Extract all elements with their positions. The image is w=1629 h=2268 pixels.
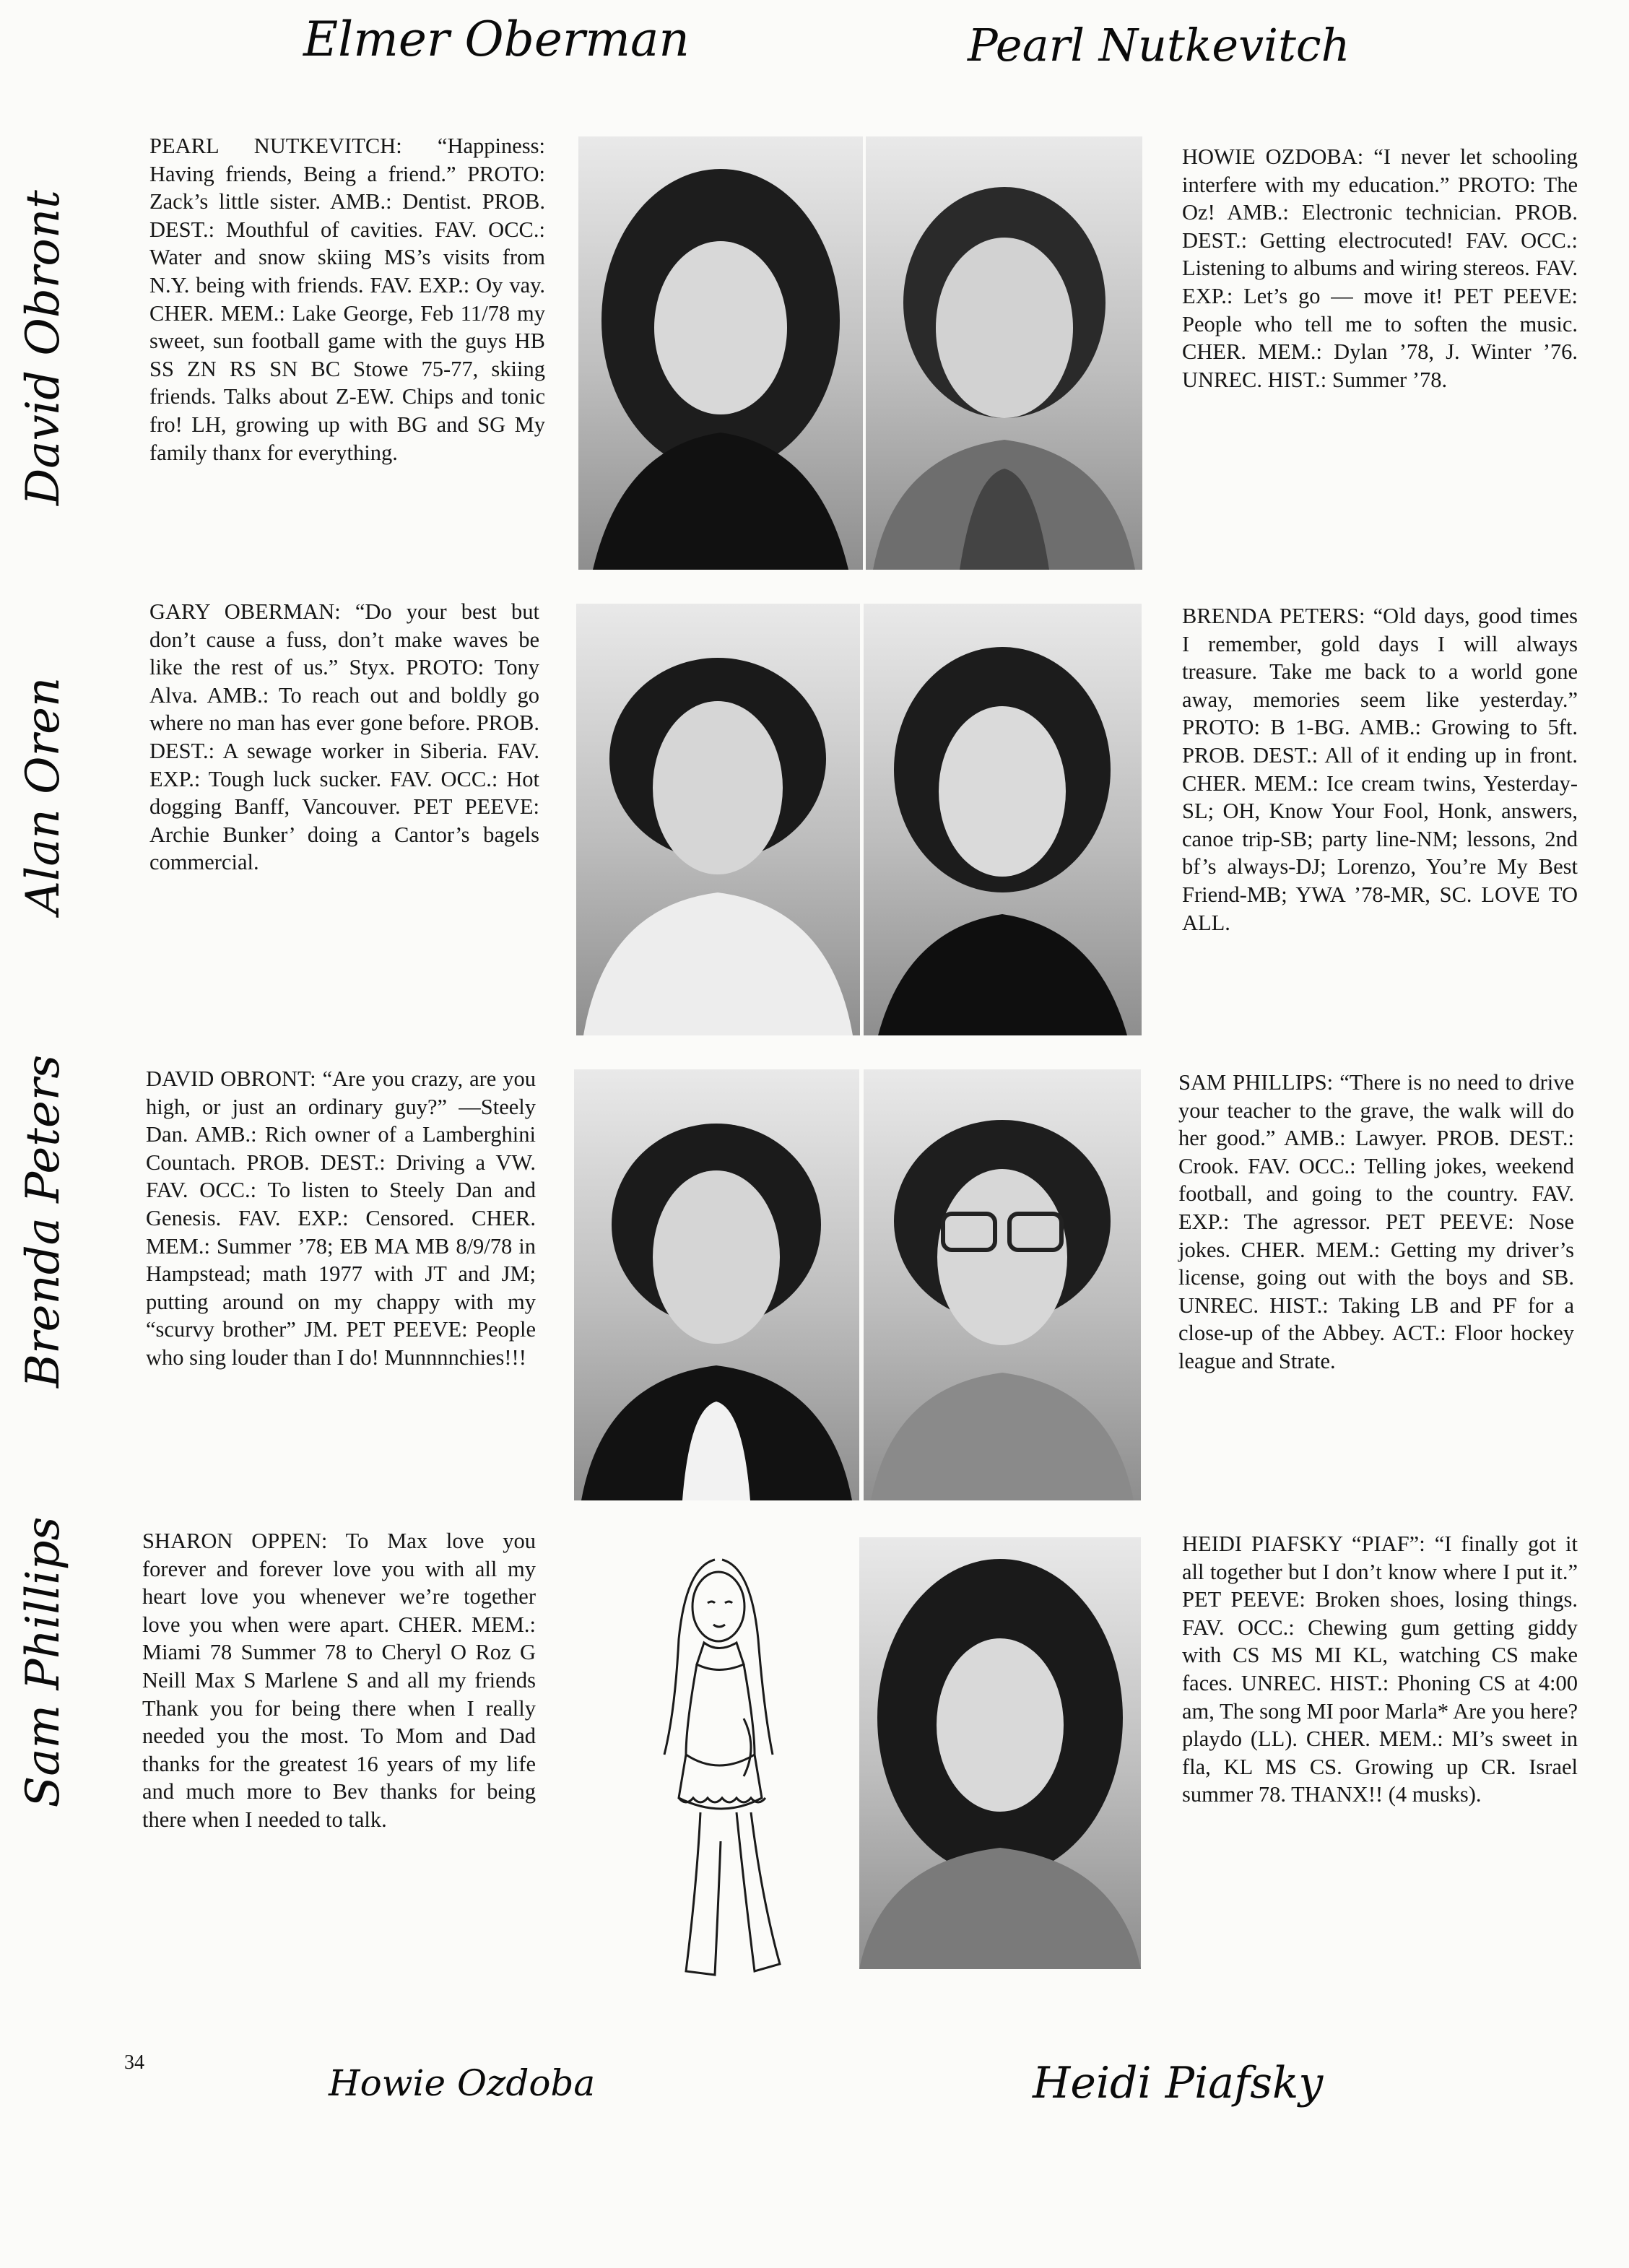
portrait-photo-gary-oberman: [576, 604, 860, 1035]
signature-top-right: Pearl Nutkevitch: [968, 19, 1350, 71]
bio-heidi-piafsky: HEIDI PIAFSKY “PIAF”: “I finally got it all together but I don’t know where I put it.” PET PEEVE: Broken shoes, losing things. FAV. OCC.: Chewing gum getting giddy with CS MS MI KL, watching CS make faces. UNREC. HIST.: Phoning CS at 4:00 am, The song MI poor Marla* Are you here? playdo (LL). CHER. MEM.: MI’s sweet in fla, KL MS CS. Growing up CR. Israel summer 78. THANX!! (4 musks).: [1182, 1531, 1578, 1807]
bio-pearl-nutkevitch: PEARL NUTKEVITCH: “Happiness: Having friends, Being a friend.” PROTO: Zack’s little sister. AMB.: Dentist. PROB. DEST.: Mouthful of cavities. FAV. OCC.: Water and snow skiing MS’s visits from N.Y. being with friends. FAV. EXP.: Oy vay. CHER. MEM.: Lake George, Feb 11/78 my sweet, sun football game with the guys HB SS ZN RS SN BC Stowe 75-77, skiing friends. Talks about Z-EW. Chips and tonic fro! LH, growing up with BG and SG My family thanx for everything.: [149, 134, 545, 465]
signature-side-4: Sam Phillips: [17, 1516, 70, 1808]
signature-side-3: Brenda Peters: [17, 1054, 70, 1388]
signature-bottom-left: Howie Ozdoba: [329, 2062, 596, 2104]
signature-bottom-right: Heidi Piafsky: [1033, 2058, 1324, 2108]
bio-david-obront: DAVID OBRONT: “Are you crazy, are you high, or just an ordinary guy?” —Steely Dan. AMB.: Rich owner of a Lamberghini Countach. PROB. DEST.: Driving a VW. FAV. OCC.: To listen to Steely Dan and Genesis. FAV. EXP.: Censored. CHER. MEM.: Summer ’78; EB MA MB 8/9/78 in Hampstead; math 1977 with JT and JM; putting around on my chappy with my “scurvy brother” JM. PET PEEVE: People who sing louder than I do! Munnnnchies!!!: [146, 1066, 536, 1370]
portrait-photo-heidi-piafsky: [859, 1537, 1141, 1969]
portrait-photo-sam-phillips: [864, 1069, 1141, 1500]
portrait-photo-david-obront: [574, 1069, 859, 1500]
signature-side-1: David Obront: [17, 190, 70, 505]
bio-howie-ozdoba: HOWIE OZDOBA: “I never let schooling interfere with my education.” PROTO: The Oz! AMB.: Electronic technician. PROB. DEST.: Getting electrocuted! FAV. OCC.: Listening to albums and wiring stereos. FAV. EXP.: Let’s go — move it! PET PEEVE: People who tell me to soften the music. CHER. MEM.: Dylan ’78, J. Winter ’76. UNREC. HIST.: Summer ’78.: [1182, 144, 1578, 392]
signature-top-left: Elmer Oberman: [303, 12, 690, 67]
bio-brenda-peters: BRENDA PETERS: “Old days, good times I remember, gold days I will always treasure. Take me back to a world gone away, memories seem like yesterday.” PROTO: B 1-BG. AMB.: Growing to 5ft. PROB. DEST.: All of it ending up in front. CHER. MEM.: Ice cream twins, Yesterday-SL; OH, Know Your Fool, Honk, answers, canoe trip-SB; party line-NM; lessons, 2nd bf’s always-DJ; Lorenzo, You’re My Best Friend-MB; YWA ’78-MR, SC. LOVE TO ALL.: [1182, 604, 1578, 935]
bio-gary-oberman: GARY OBERMAN: “Do your best but don’t cause a fuss, don’t make waves be like the rest of us.” Styx. PROTO: Tony Alva. AMB.: To reach out and boldly go where no man has ever gone before. PROB. DEST.: A sewage worker in Siberia. FAV. EXP.: Tough luck sucker. FAV. OCC.: Hot dogging Banff, Vancouver. PET PEEVE: Archie Bunker’ doing a Cantor’s bagels commercial.: [149, 599, 539, 875]
page-number: 34: [124, 2051, 144, 2074]
portrait-photo-howie-ozdoba: [866, 136, 1142, 570]
bio-sharon-oppen: SHARON OPPEN: To Max love you forever and forever love you with all my heart love you whenever we’re together love you when were apart. CHER. MEM.: Miami 78 Summer 78 to Cheryl O Roz G Neill Max S Marlene S and all my friends Thank you for being there when I really needed you the most. To Mom and Dad thanks for the greatest 16 years of my life and much more to Bev thanks for being there when I needed to talk.: [142, 1529, 536, 1832]
portrait-photo-brenda-peters: [864, 604, 1142, 1035]
signature-side-2: Alan Oren: [17, 677, 70, 915]
sketch-drawing-sharon-oppen: [635, 1538, 809, 2000]
bio-sam-phillips: SAM PHILLIPS: “There is no need to drive your teacher to the grave, the walk will do her good.” AMB.: Lawyer. PROB. DEST.: Crook. FAV. OCC.: Telling jokes, weekend football, and going to the country. FAV. EXP.: The agressor. PET PEEVE: Nose jokes. CHER. MEM.: Getting my driver’s license, going out with the boys and SB. UNREC. HIST.: Taking LB and PF for a close-up of the Abbey. ACT.: Floor hockey league and Strate.: [1178, 1070, 1574, 1373]
portrait-photo-pearl-nutkevitch: [578, 136, 863, 570]
